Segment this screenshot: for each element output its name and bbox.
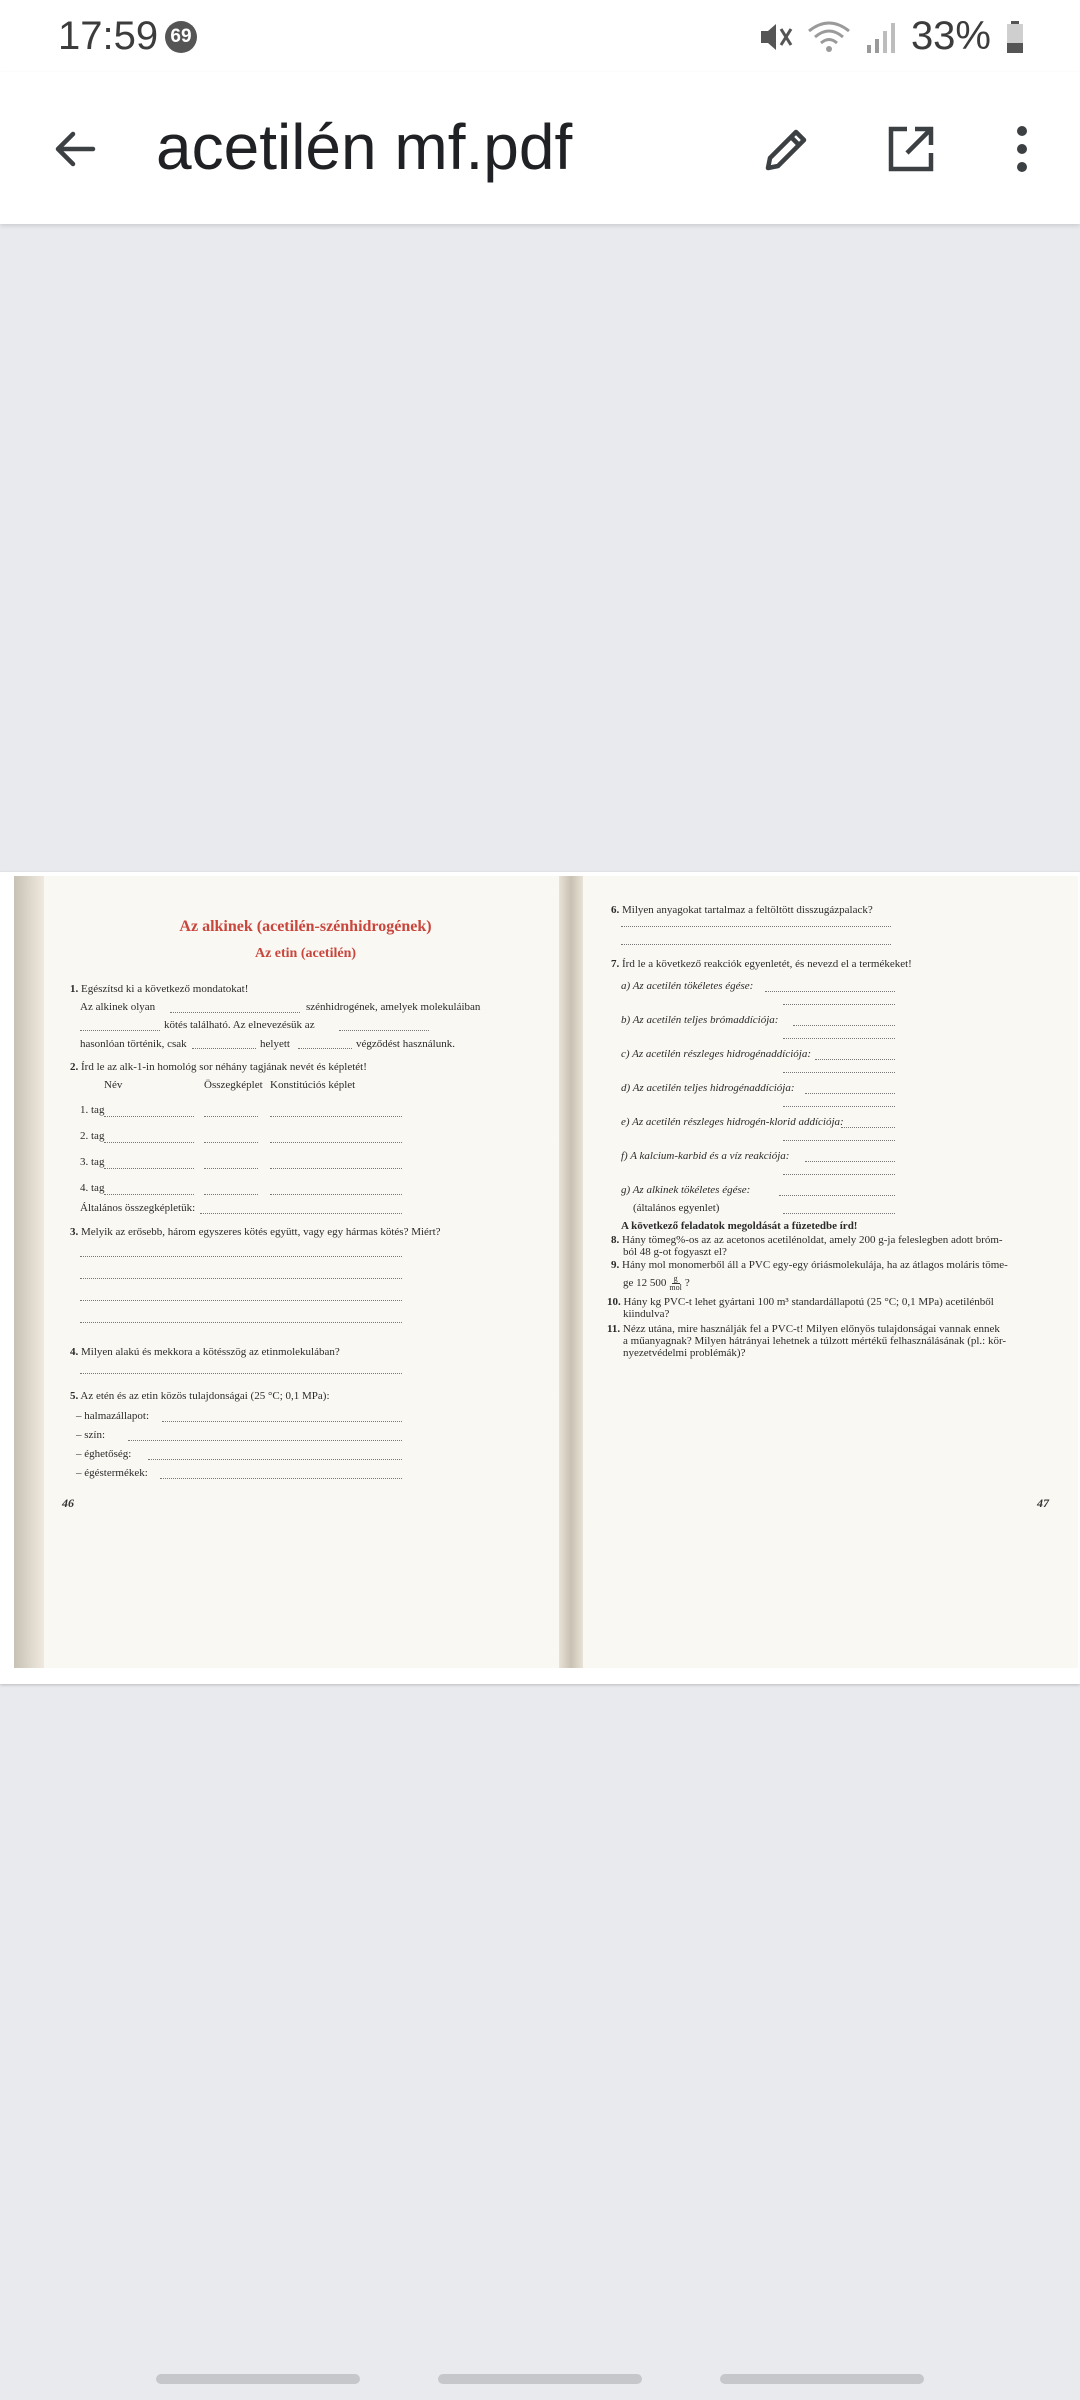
question-4	[70, 1346, 340, 1359]
question-text: Milyen anyagokat tartalmaz a feltöltött disszugázpalack?	[622, 904, 873, 916]
book-edge	[14, 876, 44, 1668]
question-text: Hány kg PVC-t lehet gyártani 100 m³ standardállapotú (25 °C; 0,1 MPa) acetilénből	[623, 1296, 994, 1308]
property-label: – halmazállapot:	[76, 1410, 149, 1422]
fraction-denominator: mol	[669, 1283, 682, 1292]
q1-text: Az alkinek olyan	[80, 1001, 156, 1013]
battery-icon	[1005, 19, 1025, 55]
page-number: 46	[62, 1496, 74, 1510]
reaction-item: g) Az alkinek tökéletes égése:	[621, 1184, 751, 1196]
status-icons	[757, 14, 1025, 59]
table-row-label: 3. tag	[80, 1156, 105, 1168]
question-text: nyezetvédelmi problémák)?	[623, 1347, 746, 1359]
unit-fraction	[669, 1275, 681, 1292]
q1-text: végződést használunk.	[356, 1038, 455, 1050]
page-subtitle: Az etin (acetilén)	[254, 946, 357, 961]
document-title: acetilén mf.pdf	[156, 111, 573, 183]
question-9	[611, 1259, 1008, 1272]
question-mark: ?	[684, 1277, 690, 1289]
general-formula-label: Általános összegképletük:	[80, 1202, 196, 1214]
question-number: 11.	[607, 1323, 621, 1335]
navigation-bar	[0, 2358, 1080, 2400]
molar-mass-value: ge 12 500	[623, 1277, 667, 1289]
fraction-numerator: g	[673, 1274, 678, 1283]
status-bar	[0, 0, 1080, 72]
question-text: kiindulva?	[623, 1308, 670, 1320]
question-number: 1.	[70, 983, 79, 995]
reaction-item: a) Az acetilén tökéletes égése:	[621, 980, 754, 992]
question-number: 2.	[70, 1061, 79, 1073]
question-number: 3.	[70, 1226, 79, 1238]
property-label: – szín:	[76, 1429, 106, 1441]
nav-back-button[interactable]	[720, 2374, 924, 2384]
nav-home-button[interactable]	[438, 2374, 642, 2384]
question-7	[611, 958, 912, 971]
question-text: Hány mol monomerből áll a PVC egy-egy óriásmolekulája, ha az átlagos moláris töme-	[622, 1259, 1008, 1271]
question-text: Melyik az erősebb, három egyszeres kötés együtt, vagy egy hármas kötés? Miért?	[81, 1226, 441, 1238]
notification-count-badge: 69	[165, 21, 197, 53]
back-button[interactable]	[40, 118, 110, 180]
right-page	[583, 876, 1078, 1668]
q1-text: kötés található. Az elnevezésük az	[164, 1019, 315, 1031]
question-text	[623, 1275, 690, 1292]
pencil-icon	[760, 122, 814, 176]
open-in-new-icon	[885, 123, 937, 175]
edit-button[interactable]	[752, 114, 822, 184]
reaction-item: d) Az acetilén teljes hidrogénaddíciója:	[621, 1082, 795, 1094]
question-3	[70, 1226, 441, 1239]
question-text: Az etén és az etin közös tulajdonságai (25 °C; 0,1 MPa):	[80, 1390, 330, 1402]
battery-percentage: 33%	[910, 14, 991, 58]
arrow-back-icon	[51, 125, 99, 173]
table-header: Konstitúciós képlet	[270, 1079, 356, 1091]
question-6	[611, 904, 873, 917]
question-number: 8.	[611, 1234, 620, 1246]
q1-text: hasonlóan történik, csak	[80, 1038, 187, 1050]
pdf-page[interactable]	[0, 872, 1080, 1684]
table-header: Összegképlet	[204, 1079, 263, 1091]
more-vert-icon	[1015, 125, 1029, 173]
question-number: 9.	[611, 1259, 620, 1271]
mute-vibrate-icon	[757, 19, 793, 55]
reaction-note: (általános egyenlet)	[633, 1202, 720, 1214]
property-label: – éghetőség:	[76, 1448, 132, 1460]
question-text: Hány tömeg%-os az az acetonos acetilénoldat, amely 200 g-ja feleslegben adott bróm-	[622, 1234, 1003, 1246]
reaction-item: b) Az acetilén teljes brómaddíciója:	[621, 1014, 779, 1026]
reaction-item: c) Az acetilén részleges hidrogénaddíciója:	[621, 1048, 812, 1060]
question-number: 6.	[611, 904, 620, 916]
table-row-label: 1. tag	[80, 1104, 105, 1116]
table-row-label: 4. tag	[80, 1182, 105, 1194]
question-number: 5.	[70, 1390, 79, 1402]
question-text: Egészítsd ki a következő mondatokat!	[81, 983, 249, 995]
question-text: Milyen alakú és mekkora a kötésszög az etinmolekulában?	[81, 1346, 340, 1358]
question-text: Nézz utána, mire használják fel a PVC-t! Milyen előnyös tulajdonságai vannak ennek	[622, 1323, 1000, 1335]
book-gutter	[559, 876, 583, 1668]
table-header: Név	[104, 1079, 123, 1091]
question-number: 7.	[611, 958, 620, 970]
signal-icon	[865, 19, 897, 55]
q1-text: szénhidrogének, amelyek molekuláiban	[306, 1001, 481, 1013]
page-number: 47	[1037, 1496, 1049, 1510]
open-in-new-button[interactable]	[876, 114, 946, 184]
page-title: Az alkinek (acetilén-szénhidrogének)	[179, 918, 432, 935]
question-text: ból 48 g-ot fogyaszt el?	[623, 1246, 727, 1258]
wifi-icon	[807, 19, 851, 55]
question-text: Írd le a következő reakciók egyenletét, és nevezd el a termékeket!	[622, 958, 912, 970]
q1-text: helyett	[260, 1038, 290, 1050]
left-page	[44, 876, 567, 1668]
question-2	[70, 1061, 367, 1074]
book-scan	[14, 876, 1078, 1668]
question-number: 10.	[607, 1296, 621, 1308]
question-1	[70, 983, 248, 996]
question-text: Írd le az alk-1-in homológ sor néhány tagjának nevét és képletét!	[81, 1061, 367, 1073]
table-row-label: 2. tag	[80, 1130, 105, 1142]
reaction-item: e) Az acetilén részleges hidrogén-klorid addíciója:	[621, 1116, 844, 1128]
app-bar	[0, 72, 1080, 224]
clock: 17:59	[58, 14, 159, 58]
property-label: – égéstermékek:	[76, 1467, 148, 1479]
question-number: 4.	[70, 1346, 79, 1358]
question-text: a műanyagnak? Milyen hátrányai lehetnek a túlzott mértékű felhasználásának (pl.: kör-	[623, 1335, 1007, 1347]
more-options-button[interactable]	[1000, 114, 1044, 184]
homework-heading: A következő feladatok megoldását a füzetedbe írd!	[621, 1220, 858, 1232]
reaction-item: f) A kalcium-karbid és a víz reakciója:	[621, 1150, 790, 1162]
question-5	[70, 1390, 330, 1403]
nav-recents-button[interactable]	[156, 2374, 360, 2384]
